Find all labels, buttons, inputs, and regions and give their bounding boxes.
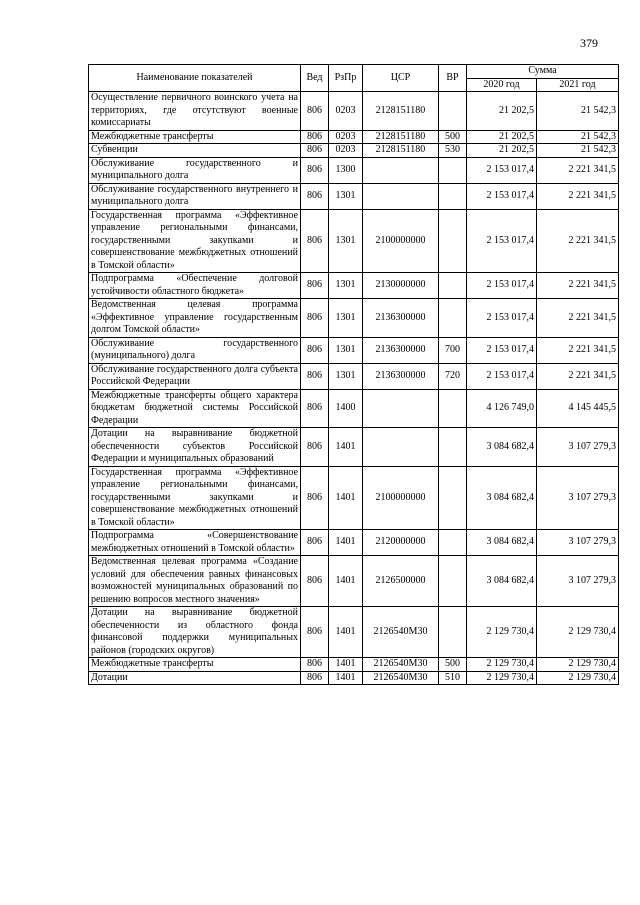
header-year-2021: 2021 год xyxy=(537,78,619,92)
row-vr-cell: 510 xyxy=(439,671,467,685)
page-number: 379 xyxy=(580,36,598,50)
row-ved-cell: 806 xyxy=(301,556,329,607)
row-csr-cell: 2126540М30 xyxy=(363,671,439,685)
row-vr-cell xyxy=(439,157,467,183)
header-sum: Сумма xyxy=(467,65,619,79)
table-row xyxy=(89,130,619,144)
row-ved-cell: 806 xyxy=(301,130,329,144)
row-rzpr-cell: 1401 xyxy=(329,530,363,556)
row-name-cell: Ведомственная целевая программа «Создание условий для обеспечения равных финансовых возможностей муниципальных образований по решению вопросов местного значения» xyxy=(89,556,301,607)
row-csr-cell: 2130000000 xyxy=(363,273,439,299)
row-2020-cell: 2 129 730,4 xyxy=(467,607,537,658)
row-ved-cell: 806 xyxy=(301,466,329,530)
header-rzpr: РзПр xyxy=(329,65,363,92)
row-2020-cell: 2 153 017,4 xyxy=(467,363,537,389)
row-2021-cell: 3 107 279,3 xyxy=(537,556,619,607)
row-rzpr-cell: 1301 xyxy=(329,337,363,363)
header-vr: ВР xyxy=(439,65,467,92)
table-row xyxy=(89,92,619,131)
row-name-cell: Дотации xyxy=(89,671,301,685)
table-row xyxy=(89,671,619,685)
row-2021-cell: 2 221 341,5 xyxy=(537,183,619,209)
row-rzpr-cell: 0203 xyxy=(329,144,363,158)
row-vr-cell xyxy=(439,183,467,209)
header-year-2020: 2020 год xyxy=(467,78,537,92)
row-name-cell: Межбюджетные трансферты общего характера бюджетам бюджетной системы Российской Федерации xyxy=(89,389,301,428)
table-row xyxy=(89,428,619,467)
row-ved-cell: 806 xyxy=(301,273,329,299)
row-name-cell: Обслуживание государственного (муниципального) долга xyxy=(89,337,301,363)
row-vr-cell: 500 xyxy=(439,130,467,144)
table-row xyxy=(89,183,619,209)
row-csr-cell: 2128151180 xyxy=(363,144,439,158)
budget-table xyxy=(88,64,619,685)
row-vr-cell xyxy=(439,428,467,467)
row-2020-cell: 2 153 017,4 xyxy=(467,273,537,299)
row-name-cell: Межбюджетные трансферты xyxy=(89,658,301,672)
row-vr-cell xyxy=(439,299,467,338)
row-name-cell: Государственная программа «Эффективное управление региональными финансами, государственными закупками и совершенствование межбюджетных отношений в Томской области» xyxy=(89,466,301,530)
row-rzpr-cell: 1401 xyxy=(329,556,363,607)
row-csr-cell: 2126500000 xyxy=(363,556,439,607)
table-row xyxy=(89,157,619,183)
row-ved-cell: 806 xyxy=(301,363,329,389)
row-name-cell: Ведомственная целевая программа «Эффективное управление государственным долгом Томской области» xyxy=(89,299,301,338)
row-csr-cell: 2126540М30 xyxy=(363,607,439,658)
row-vr-cell xyxy=(439,92,467,131)
row-vr-cell xyxy=(439,466,467,530)
header-csr: ЦСР xyxy=(363,65,439,92)
row-2020-cell: 4 126 749,0 xyxy=(467,389,537,428)
row-csr-cell: 2136300000 xyxy=(363,299,439,338)
row-2020-cell: 2 153 017,4 xyxy=(467,209,537,273)
table-row xyxy=(89,363,619,389)
header-ved: Вед xyxy=(301,65,329,92)
row-name-cell: Осуществление первичного воинского учета на территориях, где отсутствуют военные комиссариаты xyxy=(89,92,301,131)
row-rzpr-cell: 1301 xyxy=(329,299,363,338)
row-vr-cell xyxy=(439,389,467,428)
table-row xyxy=(89,556,619,607)
row-ved-cell: 806 xyxy=(301,299,329,338)
row-csr-cell: 2136300000 xyxy=(363,363,439,389)
table-row xyxy=(89,337,619,363)
table-row xyxy=(89,466,619,530)
row-2021-cell: 2 129 730,4 xyxy=(537,671,619,685)
row-name-cell: Государственная программа «Эффективное управление региональными финансами, государственными закупками и совершенствование межбюджетных отношений в Томской области» xyxy=(89,209,301,273)
table-row xyxy=(89,273,619,299)
row-2021-cell: 2 221 341,5 xyxy=(537,363,619,389)
row-2021-cell: 2 221 341,5 xyxy=(537,299,619,338)
row-vr-cell: 720 xyxy=(439,363,467,389)
row-2021-cell: 2 221 341,5 xyxy=(537,157,619,183)
row-csr-cell: 2128151180 xyxy=(363,92,439,131)
row-2020-cell: 21 202,5 xyxy=(467,144,537,158)
row-csr-cell xyxy=(363,183,439,209)
header-name: Наименование показателей xyxy=(89,65,301,92)
table-header xyxy=(89,65,619,92)
row-2020-cell: 21 202,5 xyxy=(467,130,537,144)
row-vr-cell xyxy=(439,530,467,556)
row-rzpr-cell: 1301 xyxy=(329,209,363,273)
row-rzpr-cell: 1301 xyxy=(329,363,363,389)
row-ved-cell: 806 xyxy=(301,658,329,672)
row-2021-cell: 4 145 445,5 xyxy=(537,389,619,428)
table-row xyxy=(89,658,619,672)
row-rzpr-cell: 1301 xyxy=(329,183,363,209)
row-name-cell: Обслуживание государственного долга субъекта Российской Федерации xyxy=(89,363,301,389)
row-vr-cell: 500 xyxy=(439,658,467,672)
row-csr-cell: 2120000000 xyxy=(363,530,439,556)
row-vr-cell xyxy=(439,556,467,607)
row-name-cell: Дотации на выравнивание бюджетной обеспеченности субъектов Российской Федерации и муниципальных образований xyxy=(89,428,301,467)
row-2021-cell: 3 107 279,3 xyxy=(537,466,619,530)
row-rzpr-cell: 1401 xyxy=(329,671,363,685)
row-ved-cell: 806 xyxy=(301,530,329,556)
row-2020-cell: 2 153 017,4 xyxy=(467,183,537,209)
row-name-cell: Подпрограмма «Совершенствование межбюджетных отношений в Томской области» xyxy=(89,530,301,556)
row-ved-cell: 806 xyxy=(301,183,329,209)
row-rzpr-cell: 1401 xyxy=(329,466,363,530)
table-row xyxy=(89,299,619,338)
row-csr-cell: 2128151180 xyxy=(363,130,439,144)
row-2020-cell: 3 084 682,4 xyxy=(467,466,537,530)
row-2021-cell: 3 107 279,3 xyxy=(537,530,619,556)
row-csr-cell xyxy=(363,389,439,428)
row-2021-cell: 2 221 341,5 xyxy=(537,337,619,363)
row-name-cell: Дотации на выравнивание бюджетной обеспеченности из областного фонда финансовой поддержки муниципальных районов (городских округов) xyxy=(89,607,301,658)
row-2021-cell: 21 542,3 xyxy=(537,130,619,144)
row-rzpr-cell: 1301 xyxy=(329,273,363,299)
row-vr-cell xyxy=(439,607,467,658)
row-rzpr-cell: 0203 xyxy=(329,130,363,144)
row-ved-cell: 806 xyxy=(301,428,329,467)
row-2021-cell: 3 107 279,3 xyxy=(537,428,619,467)
row-ved-cell: 806 xyxy=(301,144,329,158)
table-row xyxy=(89,209,619,273)
row-csr-cell: 2100000000 xyxy=(363,466,439,530)
row-2021-cell: 2 221 341,5 xyxy=(537,209,619,273)
row-2021-cell: 2 221 341,5 xyxy=(537,273,619,299)
row-csr-cell xyxy=(363,428,439,467)
row-vr-cell: 530 xyxy=(439,144,467,158)
table-body xyxy=(89,92,619,685)
row-rzpr-cell: 1400 xyxy=(329,389,363,428)
row-ved-cell: 806 xyxy=(301,671,329,685)
row-vr-cell xyxy=(439,209,467,273)
row-rzpr-cell: 1401 xyxy=(329,607,363,658)
row-2020-cell: 2 153 017,4 xyxy=(467,337,537,363)
row-name-cell: Межбюджетные трансферты xyxy=(89,130,301,144)
table-row xyxy=(89,530,619,556)
table-row xyxy=(89,389,619,428)
row-rzpr-cell: 1401 xyxy=(329,658,363,672)
row-ved-cell: 806 xyxy=(301,157,329,183)
table-row xyxy=(89,144,619,158)
row-ved-cell: 806 xyxy=(301,607,329,658)
row-ved-cell: 806 xyxy=(301,337,329,363)
row-name-cell: Обслуживание государственного внутреннего и муниципального долга xyxy=(89,183,301,209)
row-name-cell: Субвенции xyxy=(89,144,301,158)
row-csr-cell xyxy=(363,157,439,183)
row-2020-cell: 21 202,5 xyxy=(467,92,537,131)
row-2021-cell: 21 542,3 xyxy=(537,92,619,131)
row-name-cell: Обслуживание государственного и муниципального долга xyxy=(89,157,301,183)
row-ved-cell: 806 xyxy=(301,92,329,131)
row-2020-cell: 2 129 730,4 xyxy=(467,658,537,672)
row-2021-cell: 2 129 730,4 xyxy=(537,607,619,658)
row-name-cell: Подпрограмма «Обеспечение долговой устойчивости областного бюджета» xyxy=(89,273,301,299)
row-ved-cell: 806 xyxy=(301,209,329,273)
row-2020-cell: 2 153 017,4 xyxy=(467,157,537,183)
row-csr-cell: 2100000000 xyxy=(363,209,439,273)
row-rzpr-cell: 0203 xyxy=(329,92,363,131)
row-csr-cell: 2126540М30 xyxy=(363,658,439,672)
row-vr-cell xyxy=(439,273,467,299)
row-2021-cell: 21 542,3 xyxy=(537,144,619,158)
row-ved-cell: 806 xyxy=(301,389,329,428)
row-vr-cell: 700 xyxy=(439,337,467,363)
row-2020-cell: 2 129 730,4 xyxy=(467,671,537,685)
row-2020-cell: 3 084 682,4 xyxy=(467,530,537,556)
row-2020-cell: 3 084 682,4 xyxy=(467,428,537,467)
table-row xyxy=(89,607,619,658)
row-2021-cell: 2 129 730,4 xyxy=(537,658,619,672)
row-rzpr-cell: 1401 xyxy=(329,428,363,467)
row-csr-cell: 2136300000 xyxy=(363,337,439,363)
row-2020-cell: 2 153 017,4 xyxy=(467,299,537,338)
row-2020-cell: 3 084 682,4 xyxy=(467,556,537,607)
row-rzpr-cell: 1300 xyxy=(329,157,363,183)
